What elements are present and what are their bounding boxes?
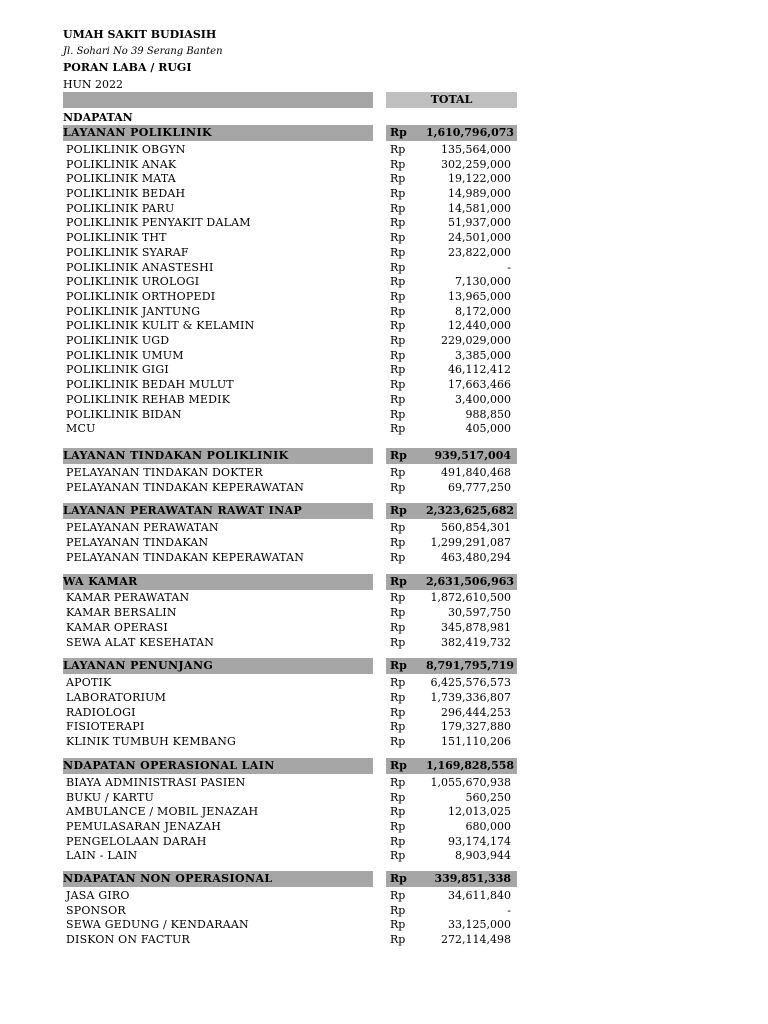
row-label: RADIOLOGI bbox=[66, 706, 136, 719]
column-header-blank bbox=[63, 92, 373, 108]
row-currency: Rp bbox=[390, 349, 406, 362]
row-currency: Rp bbox=[390, 606, 406, 619]
hospital-name: UMAH SAKIT BUDIASIH bbox=[63, 28, 217, 41]
row-currency: Rp bbox=[390, 275, 406, 288]
section-row bbox=[0, 658, 768, 674]
row-currency: Rp bbox=[390, 889, 406, 902]
row-amount: 560,250 bbox=[465, 791, 511, 804]
section-title: NDAPATAN NON OPERASIONAL bbox=[63, 871, 373, 887]
row-label: POLIKLINIK THT bbox=[66, 231, 167, 244]
table-row bbox=[0, 171, 768, 186]
section-row bbox=[0, 503, 768, 519]
row-amount: 179,327,880 bbox=[441, 720, 511, 733]
row-currency: Rp bbox=[390, 835, 406, 848]
row-amount: 6,425,576,573 bbox=[430, 676, 511, 689]
row-label: SPONSOR bbox=[66, 904, 126, 917]
row-amount: 405,000 bbox=[465, 422, 511, 435]
row-amount: 23,822,000 bbox=[448, 246, 511, 259]
row-currency: Rp bbox=[390, 422, 406, 435]
table-row bbox=[0, 605, 768, 620]
column-header-total: TOTAL bbox=[386, 92, 517, 108]
row-currency: Rp bbox=[390, 720, 406, 733]
row-currency: Rp bbox=[390, 246, 406, 259]
row-label: PEMULASARAN JENAZAH bbox=[66, 820, 222, 833]
row-amount: 135,564,000 bbox=[441, 143, 511, 156]
row-label: POLIKLINIK JANTUNG bbox=[66, 305, 201, 318]
table-row bbox=[0, 775, 768, 790]
table-row bbox=[0, 848, 768, 863]
section-total: 8,791,795,719 bbox=[426, 658, 517, 674]
row-amount: 3,385,000 bbox=[455, 349, 511, 362]
section-row bbox=[0, 758, 768, 774]
section-total: 2,631,506,963 bbox=[426, 574, 517, 590]
section-row bbox=[0, 574, 768, 590]
section-currency: Rp bbox=[386, 871, 426, 887]
row-label: FISIOTERAPI bbox=[66, 720, 145, 733]
row-label: POLIKLINIK BEDAH MULUT bbox=[66, 378, 234, 391]
row-amount: 151,110,206 bbox=[441, 735, 511, 748]
row-amount: 1,299,291,087 bbox=[430, 536, 511, 549]
table-row bbox=[0, 333, 768, 348]
table-row bbox=[0, 230, 768, 245]
row-amount: 51,937,000 bbox=[448, 216, 511, 229]
row-currency: Rp bbox=[390, 691, 406, 704]
row-label: POLIKLINIK OBGYN bbox=[66, 143, 186, 156]
table-row bbox=[0, 819, 768, 834]
row-amount: 69,777,250 bbox=[448, 481, 511, 494]
row-currency: Rp bbox=[390, 216, 406, 229]
table-row bbox=[0, 318, 768, 333]
row-label: PENGELOLAAN DARAH bbox=[66, 835, 207, 848]
table-row bbox=[0, 520, 768, 535]
row-currency: Rp bbox=[390, 918, 406, 931]
row-label: SEWA GEDUNG / KENDARAAN bbox=[66, 918, 249, 931]
row-amount: 3,400,000 bbox=[455, 393, 511, 406]
row-amount: 12,013,025 bbox=[448, 805, 511, 818]
table-row bbox=[0, 421, 768, 436]
table-row bbox=[0, 535, 768, 550]
table-row bbox=[0, 274, 768, 289]
row-amount: - bbox=[507, 904, 511, 917]
row-currency: Rp bbox=[390, 551, 406, 564]
table-row bbox=[0, 304, 768, 319]
table-row bbox=[0, 480, 768, 495]
section-title: LAYANAN TINDAKAN POLIKLINIK bbox=[63, 448, 373, 464]
row-amount: 1,872,610,500 bbox=[430, 591, 511, 604]
row-currency: Rp bbox=[390, 776, 406, 789]
section-row bbox=[0, 871, 768, 887]
report-title: PORAN LABA / RUGI bbox=[63, 61, 192, 74]
row-amount: 46,112,412 bbox=[448, 363, 511, 376]
table-row bbox=[0, 804, 768, 819]
row-label: PELAYANAN TINDAKAN KEPERAWATAN bbox=[66, 481, 305, 494]
row-currency: Rp bbox=[390, 305, 406, 318]
row-currency: Rp bbox=[390, 735, 406, 748]
table-row bbox=[0, 186, 768, 201]
row-currency: Rp bbox=[390, 481, 406, 494]
table-row bbox=[0, 215, 768, 230]
row-label: POLIKLINIK UGD bbox=[66, 334, 170, 347]
row-amount: 463,480,294 bbox=[441, 551, 511, 564]
row-label: KLINIK TUMBUH KEMBANG bbox=[66, 735, 237, 748]
table-row bbox=[0, 550, 768, 565]
section-title: WA KAMAR bbox=[63, 574, 373, 590]
row-amount: 229,029,000 bbox=[441, 334, 511, 347]
row-label: PELAYANAN TINDAKAN DOKTER bbox=[66, 466, 263, 479]
row-currency: Rp bbox=[390, 805, 406, 818]
row-label: LAIN - LAIN bbox=[66, 849, 138, 862]
section-total: 939,517,004 bbox=[426, 448, 517, 464]
row-amount: 13,965,000 bbox=[448, 290, 511, 303]
row-amount: 14,989,000 bbox=[448, 187, 511, 200]
row-currency: Rp bbox=[390, 143, 406, 156]
row-currency: Rp bbox=[390, 466, 406, 479]
row-label: POLIKLINIK ANASTESHI bbox=[66, 261, 214, 274]
row-amount: 7,130,000 bbox=[455, 275, 511, 288]
row-label: KAMAR PERAWATAN bbox=[66, 591, 190, 604]
section-currency: Rp bbox=[386, 658, 426, 674]
row-currency: Rp bbox=[390, 706, 406, 719]
row-label: BUKU / KARTU bbox=[66, 791, 154, 804]
table-row bbox=[0, 790, 768, 805]
row-currency: Rp bbox=[390, 319, 406, 332]
table-row bbox=[0, 392, 768, 407]
row-currency: Rp bbox=[390, 202, 406, 215]
row-currency: Rp bbox=[390, 363, 406, 376]
row-amount: 345,878,981 bbox=[441, 621, 511, 634]
row-amount: 8,903,944 bbox=[455, 849, 511, 862]
row-amount: 382,419,732 bbox=[441, 636, 511, 649]
table-row bbox=[0, 888, 768, 903]
table-row bbox=[0, 407, 768, 422]
row-amount: 1,739,336,807 bbox=[430, 691, 511, 704]
row-amount: 988,850 bbox=[465, 408, 511, 421]
row-label: POLIKLINIK REHAB MEDIK bbox=[66, 393, 231, 406]
row-currency: Rp bbox=[390, 393, 406, 406]
section-title: NDAPATAN OPERASIONAL LAIN bbox=[63, 758, 373, 774]
section-total: 339,851,338 bbox=[426, 871, 517, 887]
row-label: SEWA ALAT KESEHATAN bbox=[66, 636, 215, 649]
section-total: 1,169,828,558 bbox=[426, 758, 517, 774]
row-amount: 296,444,253 bbox=[441, 706, 511, 719]
row-label: PELAYANAN TINDAKAN KEPERAWATAN bbox=[66, 551, 305, 564]
row-currency: Rp bbox=[390, 849, 406, 862]
section-total: 1,610,796,073 bbox=[426, 125, 517, 141]
report-year: HUN 2022 bbox=[63, 78, 123, 91]
row-label: POLIKLINIK UROLOGI bbox=[66, 275, 200, 288]
income-heading: NDAPATAN bbox=[63, 111, 133, 124]
section-title: LAYANAN POLIKLINIK bbox=[63, 125, 373, 141]
row-label: POLIKLINIK PENYAKIT DALAM bbox=[66, 216, 251, 229]
row-amount: 8,172,000 bbox=[455, 305, 511, 318]
row-label: LABORATORIUM bbox=[66, 691, 167, 704]
table-row bbox=[0, 289, 768, 304]
table-row bbox=[0, 705, 768, 720]
table-row bbox=[0, 719, 768, 734]
row-label: POLIKLINIK GIGI bbox=[66, 363, 169, 376]
row-currency: Rp bbox=[390, 636, 406, 649]
row-amount: 17,663,466 bbox=[448, 378, 511, 391]
section-currency: Rp bbox=[386, 448, 426, 464]
row-label: POLIKLINIK BEDAH bbox=[66, 187, 186, 200]
row-amount: 272,114,498 bbox=[441, 933, 511, 946]
row-currency: Rp bbox=[390, 261, 406, 274]
row-amount: 14,581,000 bbox=[448, 202, 511, 215]
row-amount: 24,501,000 bbox=[448, 231, 511, 244]
row-label: POLIKLINIK UMUM bbox=[66, 349, 184, 362]
row-label: JASA GIRO bbox=[66, 889, 130, 902]
row-amount: 12,440,000 bbox=[448, 319, 511, 332]
row-currency: Rp bbox=[390, 172, 406, 185]
row-currency: Rp bbox=[390, 536, 406, 549]
table-row bbox=[0, 903, 768, 918]
section-row bbox=[0, 125, 768, 141]
row-currency: Rp bbox=[390, 521, 406, 534]
row-currency: Rp bbox=[390, 408, 406, 421]
row-amount: 30,597,750 bbox=[448, 606, 511, 619]
section-total: 2,323,625,682 bbox=[426, 503, 517, 519]
table-row bbox=[0, 917, 768, 932]
row-label: PELAYANAN TINDAKAN bbox=[66, 536, 209, 549]
table-row bbox=[0, 157, 768, 172]
row-label: POLIKLINIK MATA bbox=[66, 172, 176, 185]
row-label: KAMAR BERSALIN bbox=[66, 606, 177, 619]
table-row bbox=[0, 362, 768, 377]
row-label: AMBULANCE / MOBIL JENAZAH bbox=[66, 805, 259, 818]
table-row bbox=[0, 635, 768, 650]
row-label: PELAYANAN PERAWATAN bbox=[66, 521, 219, 534]
row-amount: 93,174,174 bbox=[448, 835, 511, 848]
section-currency: Rp bbox=[386, 758, 426, 774]
table-row bbox=[0, 932, 768, 947]
hospital-address: Jl. Sohari No 39 Serang Banten bbox=[63, 46, 223, 57]
row-currency: Rp bbox=[390, 820, 406, 833]
row-amount: 1,055,670,938 bbox=[430, 776, 511, 789]
row-label: DISKON ON FACTUR bbox=[66, 933, 191, 946]
row-currency: Rp bbox=[390, 904, 406, 917]
table-row bbox=[0, 590, 768, 605]
section-currency: Rp bbox=[386, 125, 426, 141]
row-label: POLIKLINIK KULIT & KELAMIN bbox=[66, 319, 255, 332]
table-row bbox=[0, 834, 768, 849]
section-currency: Rp bbox=[386, 574, 426, 590]
row-amount: - bbox=[507, 261, 511, 274]
table-row bbox=[0, 142, 768, 157]
row-amount: 491,840,468 bbox=[441, 466, 511, 479]
row-currency: Rp bbox=[390, 231, 406, 244]
section-title: LAYANAN PENUNJANG bbox=[63, 658, 373, 674]
row-currency: Rp bbox=[390, 676, 406, 689]
table-row bbox=[0, 348, 768, 363]
row-currency: Rp bbox=[390, 290, 406, 303]
row-label: POLIKLINIK ANAK bbox=[66, 158, 177, 171]
row-label: POLIKLINIK PARU bbox=[66, 202, 175, 215]
row-label: APOTIK bbox=[66, 676, 112, 689]
row-amount: 34,611,840 bbox=[448, 889, 511, 902]
row-label: POLIKLINIK SYARAF bbox=[66, 246, 189, 259]
table-row bbox=[0, 465, 768, 480]
row-currency: Rp bbox=[390, 334, 406, 347]
row-currency: Rp bbox=[390, 791, 406, 804]
table-row bbox=[0, 675, 768, 690]
row-amount: 560,854,301 bbox=[441, 521, 511, 534]
row-label: BIAYA ADMINISTRASI PASIEN bbox=[66, 776, 246, 789]
row-label: MCU bbox=[66, 422, 96, 435]
row-currency: Rp bbox=[390, 158, 406, 171]
row-amount: 19,122,000 bbox=[448, 172, 511, 185]
table-row bbox=[0, 734, 768, 749]
table-row bbox=[0, 260, 768, 275]
table-row bbox=[0, 690, 768, 705]
section-row bbox=[0, 448, 768, 464]
row-currency: Rp bbox=[390, 621, 406, 634]
row-amount: 33,125,000 bbox=[448, 918, 511, 931]
row-label: POLIKLINIK ORTHOPEDI bbox=[66, 290, 216, 303]
row-currency: Rp bbox=[390, 187, 406, 200]
row-label: POLIKLINIK BIDAN bbox=[66, 408, 182, 421]
row-currency: Rp bbox=[390, 378, 406, 391]
row-currency: Rp bbox=[390, 933, 406, 946]
table-row bbox=[0, 201, 768, 216]
section-currency: Rp bbox=[386, 503, 426, 519]
table-row bbox=[0, 245, 768, 260]
table-row bbox=[0, 377, 768, 392]
row-amount: 680,000 bbox=[465, 820, 511, 833]
row-currency: Rp bbox=[390, 591, 406, 604]
row-label: KAMAR OPERASI bbox=[66, 621, 168, 634]
table-row bbox=[0, 620, 768, 635]
row-amount: 302,259,000 bbox=[441, 158, 511, 171]
section-title: LAYANAN PERAWATAN RAWAT INAP bbox=[63, 503, 373, 519]
